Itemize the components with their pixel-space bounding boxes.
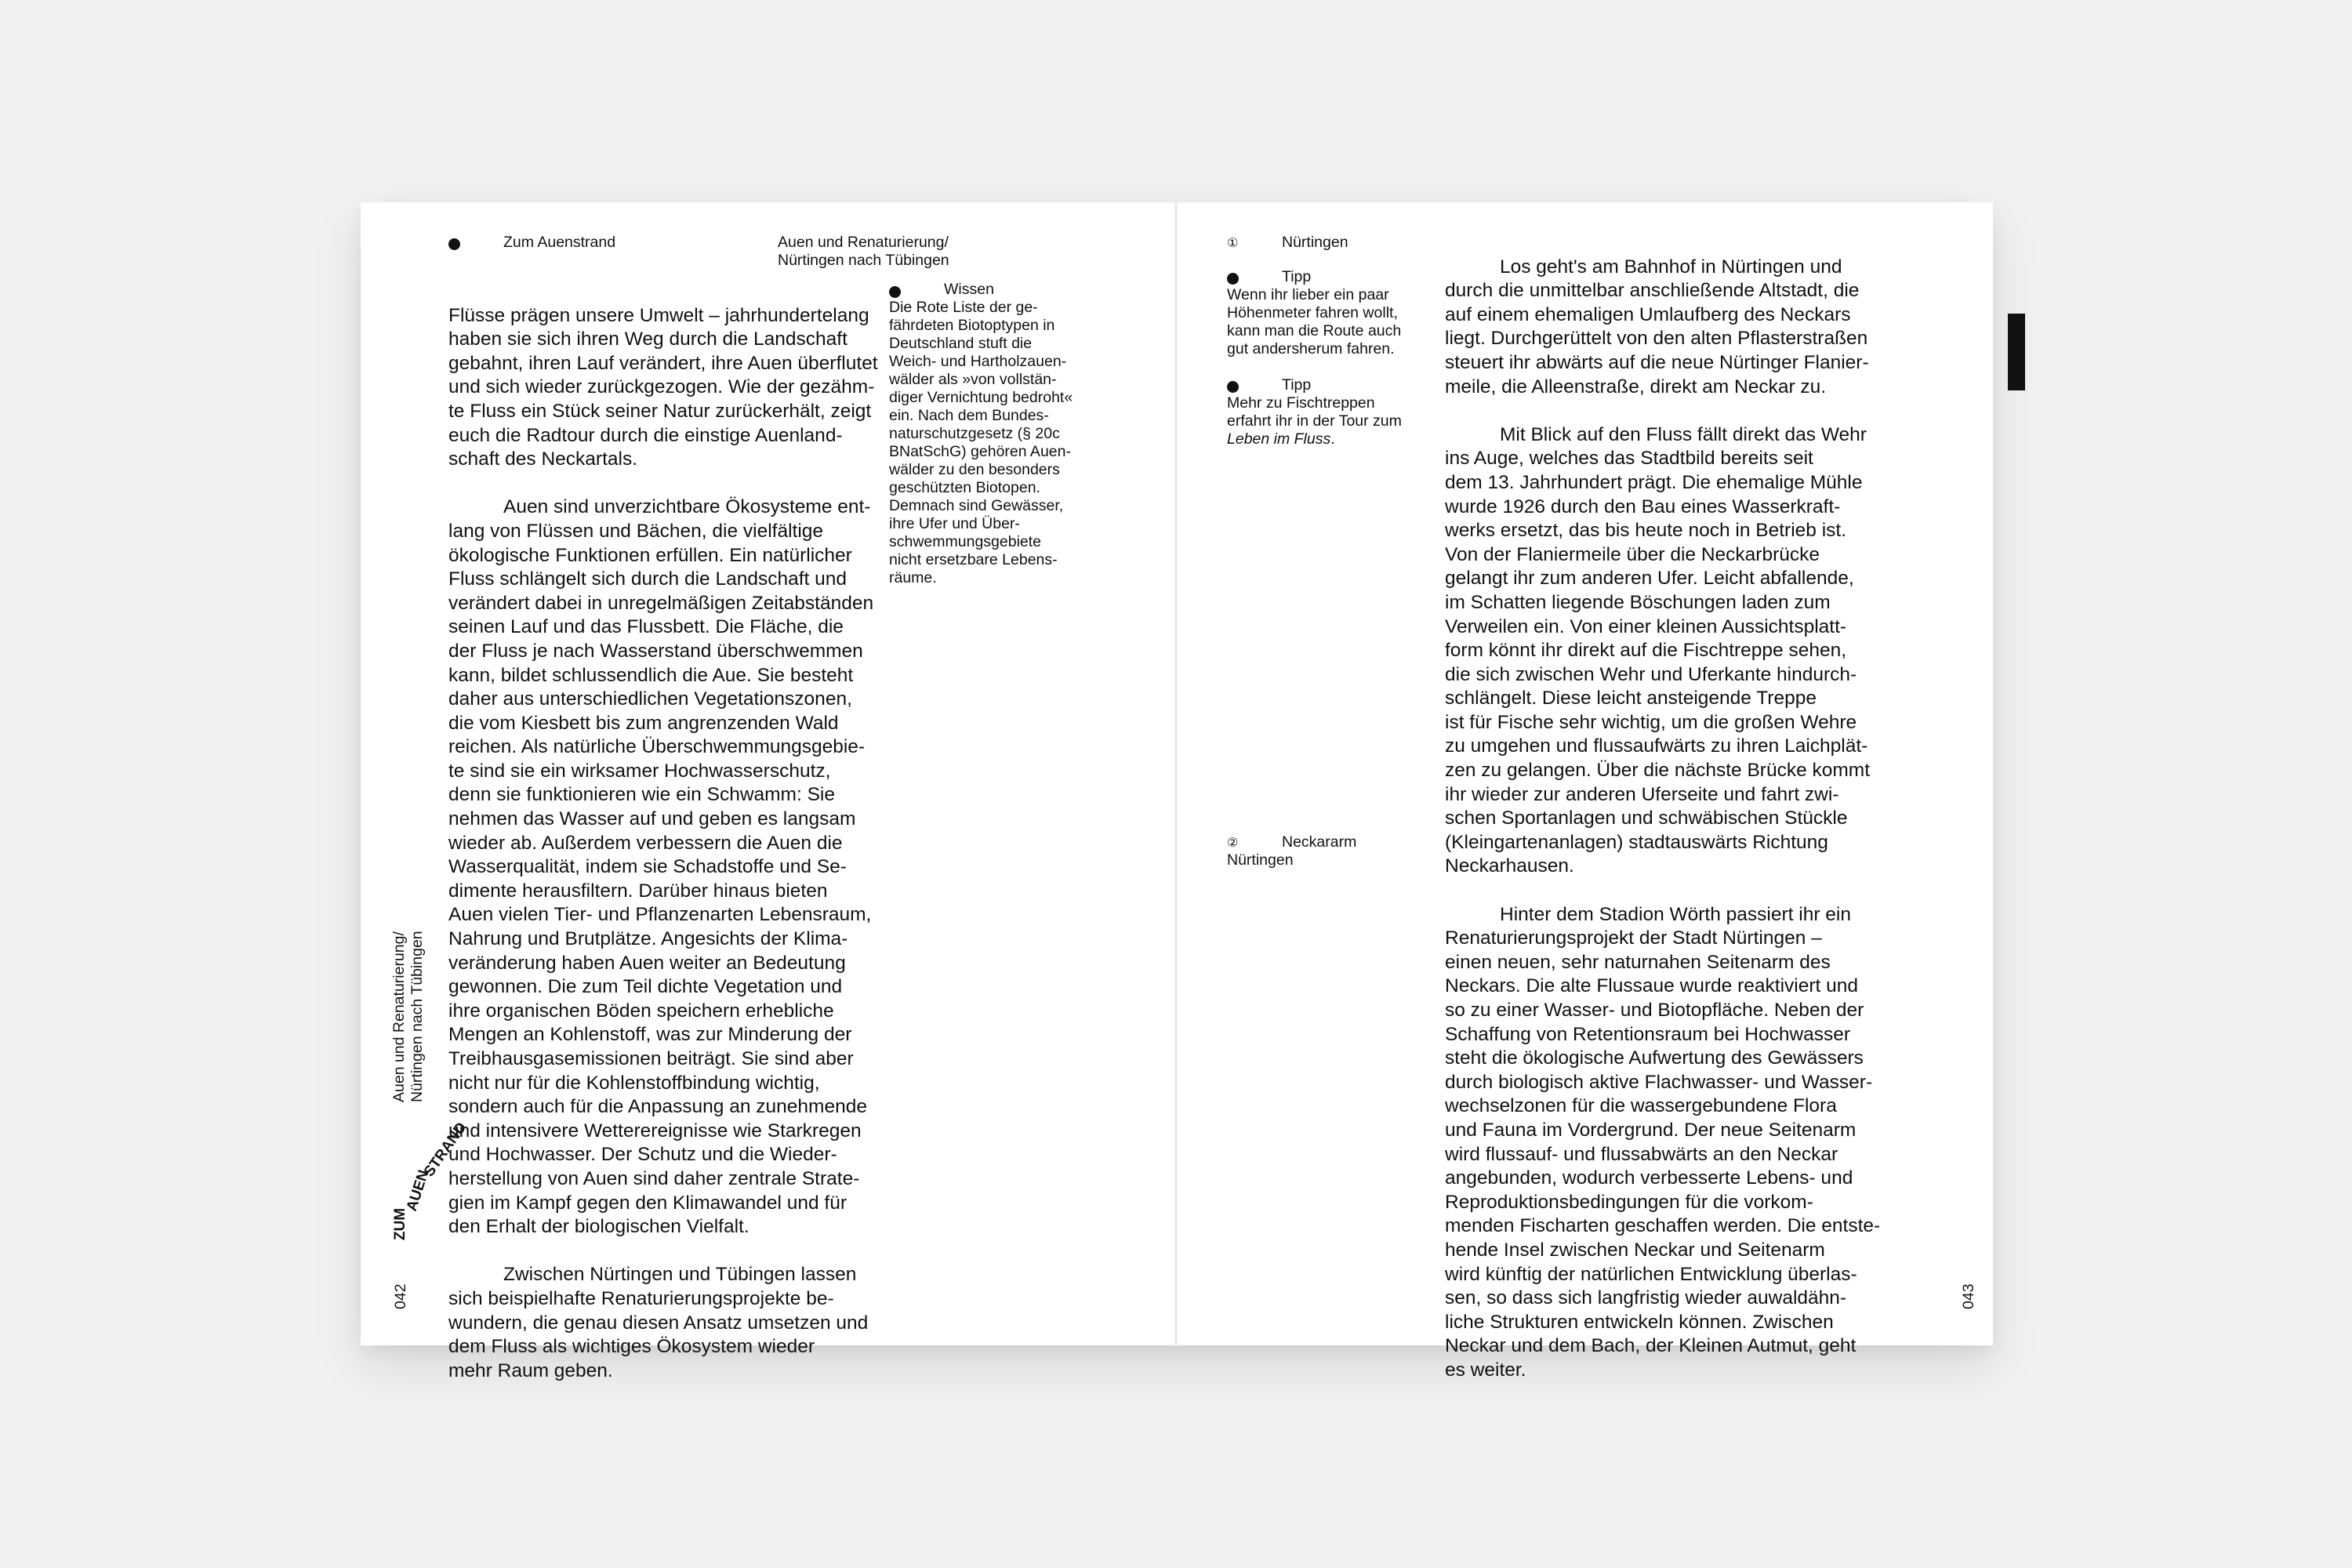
bullet-icon [448,238,460,250]
running-header-chapter: Auen und Renaturierung/ Nürtingen nach Tübingen [778,234,949,269]
page-number: 042 [392,1283,409,1309]
logo-word-strand: STRAND [420,1119,470,1180]
stop-2-number: ② [1227,837,1239,850]
right-page [1177,202,1993,1381]
running-header-section: Zum Auenstrand [503,234,616,251]
stop-1-number: ① [1227,237,1239,250]
logo-word-zum: ZUM [392,1207,408,1240]
bullet-icon [1227,273,1239,285]
tipp-2-label: Tipp [1282,376,1312,394]
tipp-1-label: Tipp [1282,268,1312,285]
tipp-2-text: Mehr zu Fischtreppen erfahrt ihr in der Tour zum Leben im Fluss. [1227,394,1402,448]
zum-auenstrand-logo [376,1119,470,1241]
book-spread [361,202,1993,1381]
left-page [361,202,1175,1381]
page-number: 043 [1960,1283,1977,1309]
paragraph: Zwischen Nürtingen und Tübingen lassen sich beispielhafte Renaturierungsprojekte be- wundern, die genau diesen Ansatz umsetzen und dem Fluss als wichtiges Ökosystem wieder mehr Raum geben. [448,1264,869,1381]
note-label: Wissen [944,281,994,298]
tipp-1-text: Wenn ihr lieber ein paar Höhenmeter fahren wollt, kann man die Route auch gut andersherum fahren. [1227,286,1402,358]
stop-2-name: Neckararm [1282,833,1357,851]
section-tab-marker [2008,314,2025,390]
stop-1-name: Nürtingen [1282,234,1348,251]
tour-reference: Leben im Fluss [1227,430,1331,448]
right-body-text [1445,231,1884,1406]
paragraph: Los geht's am Bahnhof in Nürtingen und durch die unmittelbar anschließende Altstadt, die auf einem ehemaligen Umlaufberg des Neckars liegt. Durchgerüttelt von den alten Pflasterstraßen steuert ihr abwärts auf die neue Nürtinger Flanier- meile, die Alleenstraße, direkt am Neckar zu. [1445,256,1869,397]
logo-word-auen: AUEN [403,1167,433,1214]
paragraph: Hinter dem Stadion Wörth passiert ihr ein Renaturierungsprojekt der Stadt Nürtingen – einen neuen, sehr naturnahen Seitenarm des Neckars. Die alte Flussaue wurde reaktiviert und so zu einer Wasser- und Biotopfläche. Neben der Schaffung von Retentionsraum bei Hochwasser steht die ökologische Aufwertung des Gewässers durch biologisch aktive Flachwasser- und Wasser- wechselzonen für die wassergebundene Flora und Fauna im Vordergrund. Der neue Seitenarm wird flussauf- und flussabwärts an den Neckar angebunden, wodurch verbesserte Lebens- und Reproduktionsbedingungen für die vorkom- menden Fischarten geschaffen werden. Die entste- hende Insel zwischen Neckar und Seitenarm wird künftig der natürlichen Entwicklung überlas- sen, so dass sich langfristig wieder auwaldähn- liche Strukturen entwickeln können. Zwischen Neckar und dem Bach, der Kleinen Autmut, geht es weiter. [1445,903,1881,1381]
sidebar-chapter-title: Auen und Renaturierung/ Nürtingen nach Tübingen [390,931,426,1102]
note-text: Die Rote Liste der ge- fährdeten Biotoptypen in Deutschland stuft die Weich- und Hartholzauen- wälder als »von vollstän- diger Vernichtung bedroht« ein. Nach dem Bundes- naturschutzgesetz (§ 20c BNatSchG) gehören Auen- wälder zu den besonders geschützten Biotopen. Demnach sind Gewässer, ihre Ufer und Über- schwemmungsgebiete nicht ersetzbare Lebens- räume. [889,299,1073,586]
paragraph: Flüsse prägen unsere Umwelt – jahrhundertelang haben sie sich ihren Weg durch die Landschaft gebahnt, ihren Lauf verändert, ihre Auen überflutet und sich wieder zurückgezogen. Wie der gezähm- te Fluss ein Stück seiner Natur zurückerhält, zeigt euch die Radtour durch die einstige Auenland- schaft des Neckartals. [448,304,878,470]
left-body-text [448,280,887,1407]
paragraph: Mit Blick auf den Fluss fällt direkt das Wehr ins Auge, welches das Stadtbild bereits seit dem 13. Jahrhundert prägt. Die ehemalige Mühle wurde 1926 durch den Bau eines Wasserkraft- werks ersetzt, das bis heute noch in Betrieb ist. Von der Flaniermeile über die Neckarbrücke gelangt ihr zum anderen Ufer. Leicht abfallende, im Schatten liegende Böschungen laden zum Verweilen ein. Von einer kleinen Aussichtsplatt- form könnt ihr direkt auf die Fischtreppe sehen, die sich zwischen Wehr und Uferkante hindurch- schlängelt. Diese leicht ansteigende Treppe ist für Fische sehr wichtig, um die großen Wehre zu umgehen und flussaufwärts zu ihren Laichplät- zen zu gelangen. Über die nächste Brücke kommt ihr wieder zur anderen Uferseite und fahrt zwi- schen Sportanlagen und schwäbischen Stückle (Kleingartenanlagen) stadtauswärts Richtung Neckarhausen. [1445,423,1871,877]
stop-2-name-line2: Nürtingen [1227,851,1294,869]
paragraph: Auen sind unverzichtbare Ökosysteme ent- lang von Flüssen und Bächen, die vielfältige ökologische Funktionen erfüllen. Ein natürlicher Fluss schlängelt sich durch die Landschaft und verändert dabei in unregelmäßigen Zeitabständen seinen Lauf und das Flussbett. Die Fläche, die der Fluss je nach Wasserstand überschwemmen kann, bildet schlussendlich die Aue. Sie besteht daher aus unterschiedlichen Vegetationszonen, die vom Kiesbett bis zum angrenzenden Wald reichen. Als natürliche Überschwemmungsgebie- te sind sie ein wirksamer Hochwasserschutz, denn sie funktionieren wie ein Schwamm: Sie nehmen das Wasser auf und geben es langsam wieder ab. Außerdem verbessern die Auen die Wasserqualität, indem sie Schadstoffe und Se- dimente herausfiltern. Darüber hinaus bieten Auen vielen Tier- und Pflanzenarten Lebensraum, Nahrung und Brutplätze. Angesichts der Klima- veränderung haben Auen weiter an Bedeutung gewonnen. Die zum Teil dichte Vegetation und ihre organischen Böden speichern erhebliche Mengen an Kohlenstoff, was zur Minderung der Treibhausgasemissionen beiträgt. Sie sind aber nicht nur für die Kohlenstoffbindung wichtig, sondern auch für die Anpassung an zunehmende und intensivere Wetterereignisse wie Starkregen und Hochwasser. Der Schutz und die Wieder- herstellung von Auen sind daher zentrale Strate- gien im Kampf gegen den Klimawandel und für den Erhalt der biologischen Vielfalt. [448,496,874,1238]
bullet-icon [889,286,901,298]
bullet-icon [1227,381,1239,393]
